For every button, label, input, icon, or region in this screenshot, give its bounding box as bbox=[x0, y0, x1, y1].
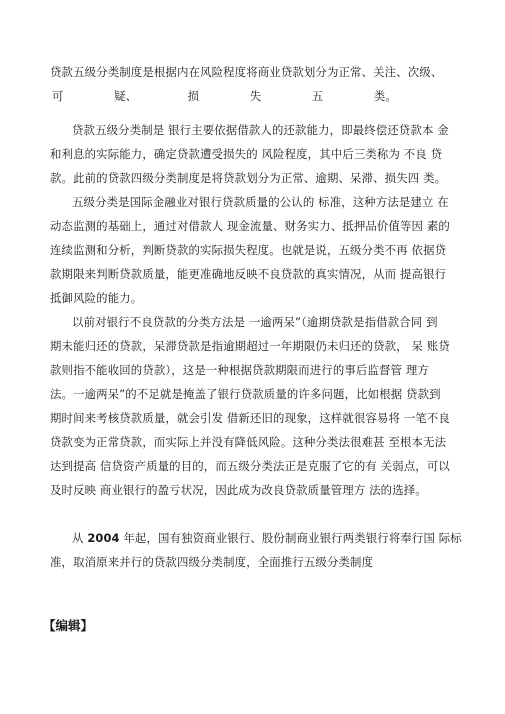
paragraph-1 bbox=[50, 60, 457, 108]
spread-word: 失 bbox=[249, 89, 262, 103]
year-suffix: 年起，国有独资商业银行、股份制商业银行两类银行将奉行国 际标 bbox=[119, 531, 462, 545]
year-number: 2004 bbox=[87, 531, 120, 545]
paragraph-line: 及时反映 商业银行的盈亏状况，因此成为改良贷款质量管理方 法的选择。 bbox=[50, 483, 427, 497]
paragraph-line: 和利息的实际能力，确定贷款遭受损失的 风险程度，其中后三类称为 不良 贷 bbox=[50, 147, 443, 161]
spread-word: 疑、 bbox=[114, 89, 138, 103]
paragraph-line: 动态监测的基础上，通过对借款人 现金流量、财务实力、抵押品价值等因 素的 bbox=[50, 219, 450, 233]
paragraph-line: 款。此前的贷款四级分类制度是将贷款划分为正常、逾期、呆滞、损失四 类。 bbox=[50, 171, 447, 185]
paragraph-line: 贷款五级分类制度是根据内在风险程度将商业贷款划分为正常、关注、次级、 bbox=[50, 65, 443, 79]
paragraph-3 bbox=[50, 190, 457, 310]
paragraph-spread-line bbox=[52, 84, 397, 108]
paragraph-line: 期时间来考核贷款质量，就会引发 借新还旧的现象，这样就很容易将 一笔不良 bbox=[50, 411, 450, 425]
paragraph-line: 达到提高 信贷资产质量的目的，而五级分类法正是克服了它的有 关弱点，可以 bbox=[50, 459, 450, 473]
year-prefix: 从 bbox=[72, 531, 88, 545]
paragraph-line: 贷款五级分类制是 银行主要依据借款人的还款能力，即最终偿还贷款本 金 bbox=[72, 123, 449, 137]
spread-word: 五 bbox=[311, 89, 324, 103]
spread-word: 可 bbox=[52, 89, 64, 103]
paragraph-line: 五级分类是国际金融业对银行贷款质量的公认的 标准，这种方法是建立 在 bbox=[72, 195, 449, 209]
paragraph-4 bbox=[50, 310, 457, 502]
paragraph-line: 抵御风险的能力。 bbox=[50, 291, 143, 305]
paragraph-line: 连续监测和分析，判断贷款的实际损失程度。也就是说，五级分类不再 依据贷 bbox=[50, 243, 447, 257]
paragraph-line: 法。一逾两呆”的不足就是掩盖了银行贷款质量的许多问题，比如根据 贷款到 bbox=[50, 387, 441, 401]
paragraph-5 bbox=[50, 526, 462, 574]
paragraph-line: 准，取消原来并行的贷款四级分类制度，全面推行五级分类制度 bbox=[50, 555, 374, 569]
paragraph-line: 贷款变为正常贷款，而实际上并没有降低风险。这种分类法很难甚 至根本无法 bbox=[50, 435, 447, 449]
paragraph-line: 期未能归还的贷款，呆滞贷款是指逾期超过一年期限仍未归还的贷款， 呆 账贷 bbox=[50, 339, 450, 353]
paragraph-line: 款期限来判断贷款质量，能更准确地反映不良贷款的真实情况，从而 提高银行 bbox=[50, 267, 447, 281]
paragraph-line bbox=[50, 526, 462, 550]
paragraph-line: 以前对银行不良贷款的分类方法是 一逾两呆”（逾期贷款是指借款合同 到 bbox=[72, 315, 438, 329]
spread-word: 类。 bbox=[373, 89, 397, 103]
paragraph-2 bbox=[50, 118, 457, 190]
spread-word: 损 bbox=[187, 89, 200, 103]
paragraph-line: 款则指不能收回的贷款），这是一种根据贷款期限而进行的事后监督管 理方 bbox=[50, 363, 429, 377]
edit-link[interactable]: 【编辑】 bbox=[43, 618, 94, 633]
